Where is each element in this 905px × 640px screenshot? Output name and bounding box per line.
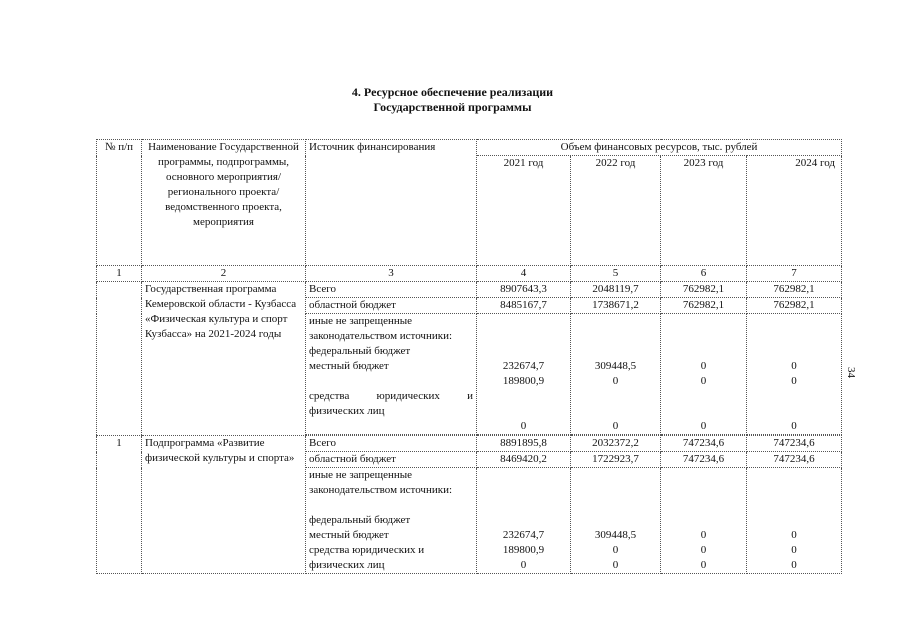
value-cell: 747234,6 — [747, 436, 842, 452]
value-cell: 0 — [791, 529, 797, 541]
value-cell: 8469420,2 — [477, 452, 571, 468]
value-cell: 762982,1 — [661, 298, 747, 314]
table-row — [97, 436, 842, 452]
value-cell: 0 — [612, 375, 619, 387]
index-cell: 7 — [747, 266, 842, 282]
value-cell: 0 — [700, 420, 707, 432]
section-name: Подпрограмма «Развитие физической культуры и спорта» — [142, 436, 306, 574]
index-cell: 1 — [97, 266, 142, 282]
table-index-row — [97, 266, 842, 282]
header-year: 2024 год — [747, 156, 842, 266]
source-label: областной бюджет — [306, 452, 477, 468]
value-cell: 0 — [791, 375, 797, 387]
section-num — [97, 282, 142, 436]
value-cell: 747234,6 — [747, 452, 842, 468]
value-cell: 0 — [791, 420, 797, 432]
value-cell: 1738671,2 — [571, 298, 661, 314]
value-cell: 309448,5 — [594, 529, 637, 541]
value-cell: 0 — [791, 559, 797, 571]
source-label: Всего — [306, 282, 477, 298]
value-cell: 0 — [791, 544, 797, 556]
value-group — [477, 314, 571, 435]
value-cell: 762982,1 — [747, 298, 842, 314]
value-cell: 189800,9 — [502, 375, 545, 387]
header-name: Наименование Государственной программы, подпрограммы, основного мероприятия/ регионального проекта/ ведомственного проекта, мероприятия — [142, 140, 306, 266]
value-group — [661, 314, 747, 435]
index-cell: 4 — [477, 266, 571, 282]
index-cell: 5 — [571, 266, 661, 282]
value-group — [661, 468, 747, 574]
value-group — [571, 468, 661, 574]
value-cell: 309448,5 — [594, 360, 637, 372]
page-title-line1: 4. Ресурсное обеспечение реализации — [351, 85, 554, 99]
header-num: № п/п — [97, 140, 142, 266]
value-cell: 0 — [612, 559, 619, 571]
value-cell: 0 — [520, 420, 527, 432]
value-cell: 189800,9 — [502, 544, 545, 556]
source-group — [306, 468, 477, 574]
value-cell: 0 — [700, 529, 707, 541]
header-year: 2021 год — [477, 156, 571, 266]
value-cell: 2048119,7 — [571, 282, 661, 298]
section-name: Государственная программа Кемеровской области - Кузбасса «Физическая культура и спорт Кузбасса» на 2021-2024 годы — [142, 282, 306, 436]
source-label: средства юридических и физических лиц — [309, 390, 473, 417]
value-cell: 0 — [612, 420, 619, 432]
value-group — [571, 314, 661, 435]
index-cell: 2 — [142, 266, 306, 282]
index-cell: 6 — [661, 266, 747, 282]
value-cell: 762982,1 — [661, 282, 747, 298]
table-header-row — [97, 140, 842, 156]
value-group — [477, 468, 571, 574]
value-cell: 762982,1 — [747, 282, 842, 298]
source-label: федеральный бюджет — [309, 345, 411, 357]
page-number: 34 — [845, 367, 857, 378]
value-cell: 0 — [700, 559, 707, 571]
header-year: 2022 год — [571, 156, 661, 266]
value-cell: 8485167,7 — [477, 298, 571, 314]
value-cell: 232674,7 — [502, 360, 545, 372]
resource-table — [96, 139, 842, 574]
index-cell: 3 — [306, 266, 477, 282]
value-cell: 747234,6 — [661, 452, 747, 468]
page-title-line2: Государственной программы — [373, 100, 532, 114]
source-group — [306, 314, 477, 435]
value-cell: 0 — [700, 375, 707, 387]
value-cell: 2032372,2 — [571, 436, 661, 452]
header-volume: Объем финансовых ресурсов, тыс. рублей — [477, 140, 842, 156]
value-group — [747, 314, 842, 435]
value-cell: 1722923,7 — [571, 452, 661, 468]
source-label: местный бюджет — [309, 360, 389, 372]
source-label: местный бюджет — [309, 529, 389, 541]
value-group — [747, 468, 842, 574]
table-row — [97, 282, 842, 298]
source-label: Всего — [306, 436, 477, 452]
source-label: иные не запрещенные законодательством источники: — [309, 469, 453, 496]
value-cell: 8891895,8 — [477, 436, 571, 452]
source-label: иные не запрещенные законодательством источники: — [309, 315, 453, 342]
header-source: Источник финансирования — [306, 140, 477, 266]
source-label: областной бюджет — [306, 298, 477, 314]
header-year: 2023 год — [661, 156, 747, 266]
value-cell: 8907643,3 — [477, 282, 571, 298]
value-cell: 0 — [520, 559, 527, 571]
value-cell: 747234,6 — [661, 436, 747, 452]
section-num: 1 — [97, 436, 142, 574]
value-cell: 0 — [791, 360, 797, 372]
value-cell: 232674,7 — [502, 529, 545, 541]
source-label: средства юридических и физических лиц — [309, 544, 425, 571]
value-cell: 0 — [700, 544, 707, 556]
source-label: федеральный бюджет — [309, 514, 411, 526]
value-cell: 0 — [700, 360, 707, 372]
value-cell: 0 — [612, 544, 619, 556]
